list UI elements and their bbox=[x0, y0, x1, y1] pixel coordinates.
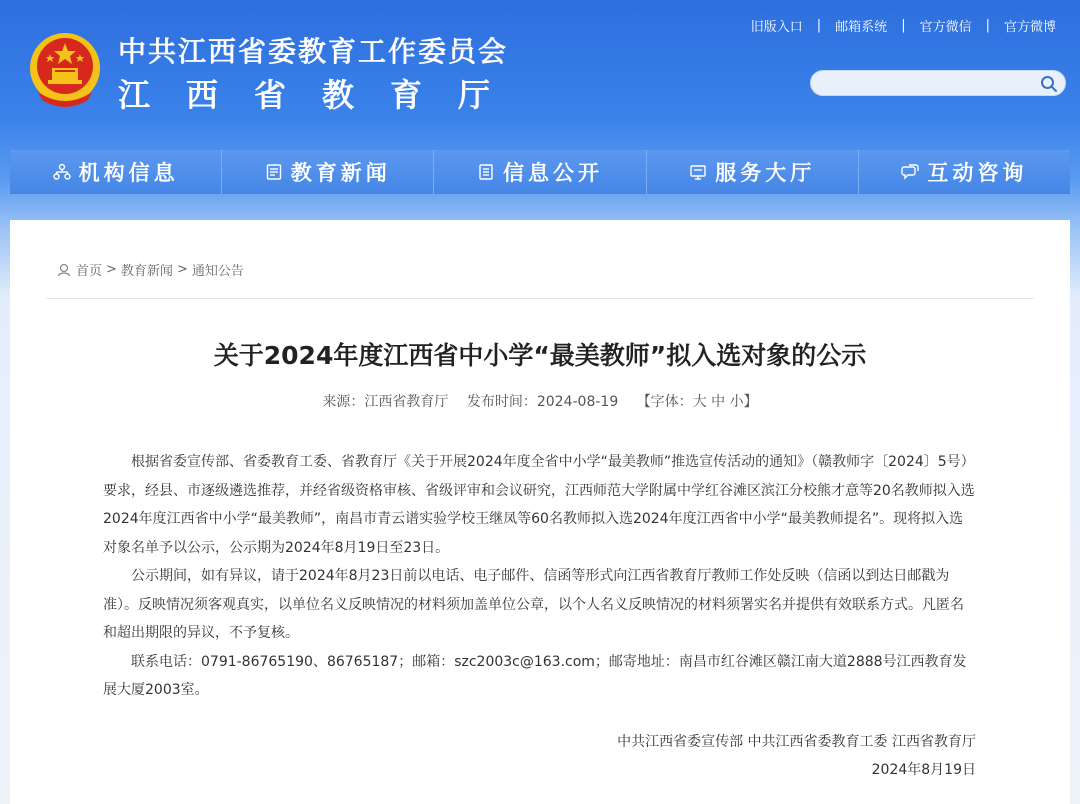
nav-education-news[interactable] bbox=[222, 150, 434, 194]
old-version-link[interactable]: 旧版入口 bbox=[750, 20, 803, 35]
nav-label: 机构信息 bbox=[78, 161, 179, 185]
breadcrumb-notices[interactable]: 通知公告 bbox=[191, 264, 244, 279]
search-icon[interactable] bbox=[1039, 74, 1059, 94]
org-title: 中共江西省委教育工作委员会 bbox=[118, 35, 509, 68]
breadcrumb-education-news[interactable]: 教育新闻 bbox=[120, 264, 173, 279]
article-title: 关于2024年度江西省中小学“最美教师”拟入选对象的公示 bbox=[213, 341, 867, 370]
nav-label: 服务大厅 bbox=[715, 161, 816, 185]
link-separator: | bbox=[901, 18, 906, 33]
nav-service-hall[interactable] bbox=[647, 150, 859, 194]
article-signature bbox=[617, 728, 976, 784]
breadcrumb-separator: > bbox=[106, 262, 117, 277]
mail-system-link[interactable]: 邮箱系统 bbox=[835, 20, 888, 35]
article-card bbox=[10, 220, 1070, 804]
link-separator: | bbox=[985, 18, 990, 33]
article-paragraph: 联系电话：0791-86765190、86765187；邮箱：szc2003c@163.com；邮寄地址：南昌市红谷滩区赣江南大道2888号江西教育发展大厦2003室。 bbox=[103, 653, 967, 698]
news-icon bbox=[265, 163, 283, 181]
breadcrumb-separator: > bbox=[176, 262, 188, 277]
article-paragraph: 根据省委宣传部、省委教育工委、省教育厅《关于开展2024年度全省中小学“最美教师”推选宣传活动的通知》（赣教师字〔2024〕5号）要求，经县、市逐级遴选推荐，并经省级资格审核、省级评审和会议研究，江西师范大学附属中学红谷滩区滨江分校熊才意等20名教师拟入选2024年度江西省中小学“最美教师”，南昌市青云谱实验学校王继凤等60名教师拟入选2024年度江西省中小学“最美教师提名”。现将拟入选对象名单予以公示，公示期为2024年8月19日至23日。 bbox=[103, 454, 975, 556]
info-icon bbox=[477, 163, 495, 181]
article-source: 来源：江西省教育厅 bbox=[322, 394, 449, 410]
nav-info-disclosure[interactable] bbox=[434, 150, 646, 194]
article-paragraph: 公示期间，如有异议，请于2024年8月23日前以电话、电子邮件、信函等形式向江西省教育厅教师工作处反映（信函以到达日邮戳为准）。反映情况须客观真实，以单位名义反映情况的材料须加盖单位公章，以个人名义反映情况的材料须署实名并提供有效联系方式。凡匿名和超出期限的异议，不予复核。 bbox=[103, 568, 964, 641]
nav-interactive-consult[interactable] bbox=[859, 150, 1070, 194]
breadcrumb bbox=[56, 260, 244, 279]
article-body bbox=[103, 448, 977, 705]
site-header bbox=[0, 0, 1080, 150]
divider bbox=[46, 298, 1034, 299]
link-separator: | bbox=[816, 18, 822, 33]
search-box bbox=[810, 70, 1066, 96]
nav-label: 互动咨询 bbox=[927, 161, 1028, 185]
search-input[interactable] bbox=[811, 71, 1031, 95]
chat-icon bbox=[901, 163, 919, 181]
national-emblem-icon bbox=[26, 30, 104, 110]
sign-date: 2024年8月19日 bbox=[871, 762, 976, 778]
dept-title: 江西省教育厅 bbox=[118, 76, 527, 114]
nav-org-info[interactable] bbox=[10, 150, 222, 194]
nav-label: 信息公开 bbox=[503, 161, 603, 185]
official-wechat-link[interactable]: 官方微信 bbox=[919, 20, 972, 35]
location-icon bbox=[56, 262, 72, 278]
official-weibo-link[interactable]: 官方微博 bbox=[1003, 20, 1056, 35]
nav-label: 教育新闻 bbox=[290, 161, 391, 185]
top-links bbox=[737, 16, 1070, 35]
org-icon bbox=[53, 163, 71, 181]
article-meta bbox=[10, 391, 1070, 411]
service-icon bbox=[689, 163, 707, 181]
article-date: 发布时间：2024-08-19 bbox=[466, 394, 619, 410]
font-size-control[interactable]: 【字体：大 中 小】 bbox=[636, 394, 758, 410]
breadcrumb-home[interactable]: 首页 bbox=[76, 264, 103, 279]
signers: 中共江西省委宣传部 中共江西省委教育工委 江西省教育厅 bbox=[617, 734, 976, 750]
main-nav bbox=[10, 150, 1070, 194]
